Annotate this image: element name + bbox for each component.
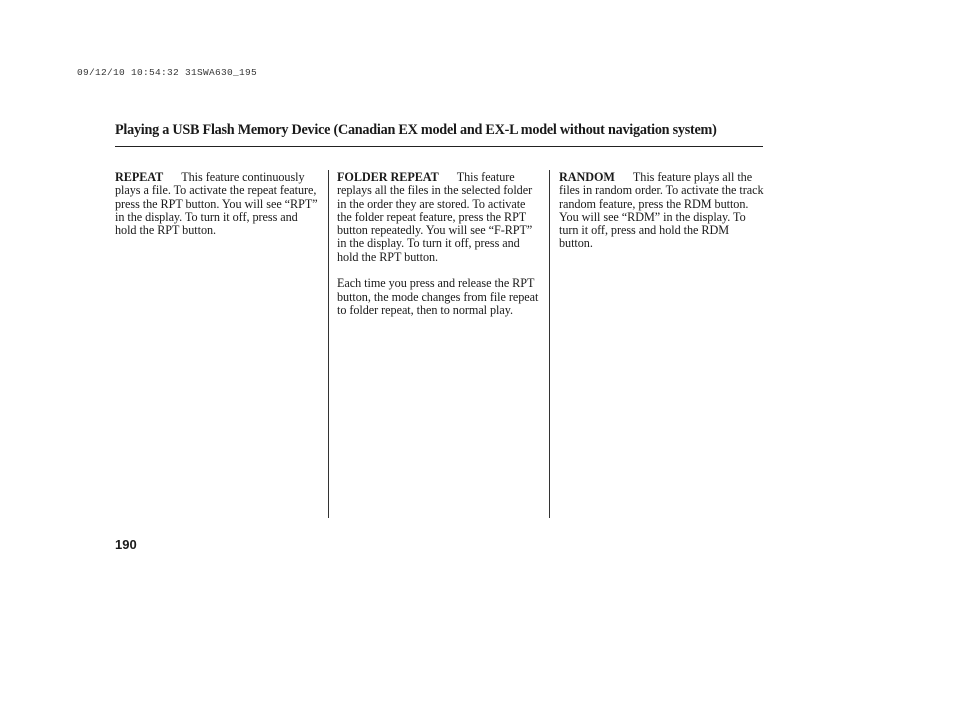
folder-repeat-heading: FOLDER REPEAT <box>337 170 439 184</box>
page-title: Playing a USB Flash Memory Device (Canadian EX model and EX-L model without navigation system) <box>115 122 717 138</box>
folder-repeat-text: This feature replays all the files in the selected folder in the order they are stored. To activate the folder repeat feature, press the RPT button repeatedly. You will see “F-RPT” in the display. To turn it off, press and hold the RPT button. <box>337 170 533 264</box>
random-heading: RANDOM <box>559 170 615 184</box>
repeat-section <box>115 171 320 251</box>
repeat-paragraph <box>115 171 320 237</box>
page-number: 190 <box>115 537 137 552</box>
repeat-heading: REPEAT <box>115 170 164 184</box>
repeat-text: This feature continuously plays a file. To activate the repeat feature, press the RPT button. You will see “RPT” in the display. To turn it off, press and hold the RPT button. <box>115 170 318 238</box>
print-timestamp: 09/12/10 10:54:32 31SWA630_195 <box>77 67 258 78</box>
column-divider <box>549 170 550 518</box>
random-text: This feature plays all the files in random order. To activate the track random feature, press the RDM button. You will see “RDM” in the display. To turn it off, press and hold the RDM button. <box>559 170 764 251</box>
column-divider <box>328 170 329 518</box>
random-section <box>559 171 764 264</box>
folder-repeat-section <box>337 171 542 331</box>
folder-repeat-mode-text: Each time you press and release the RPT button, the mode changes from file repeat to folder repeat, then to normal play. <box>337 276 539 317</box>
title-underline <box>115 146 763 147</box>
folder-repeat-paragraph <box>337 171 542 264</box>
random-paragraph <box>559 171 764 251</box>
